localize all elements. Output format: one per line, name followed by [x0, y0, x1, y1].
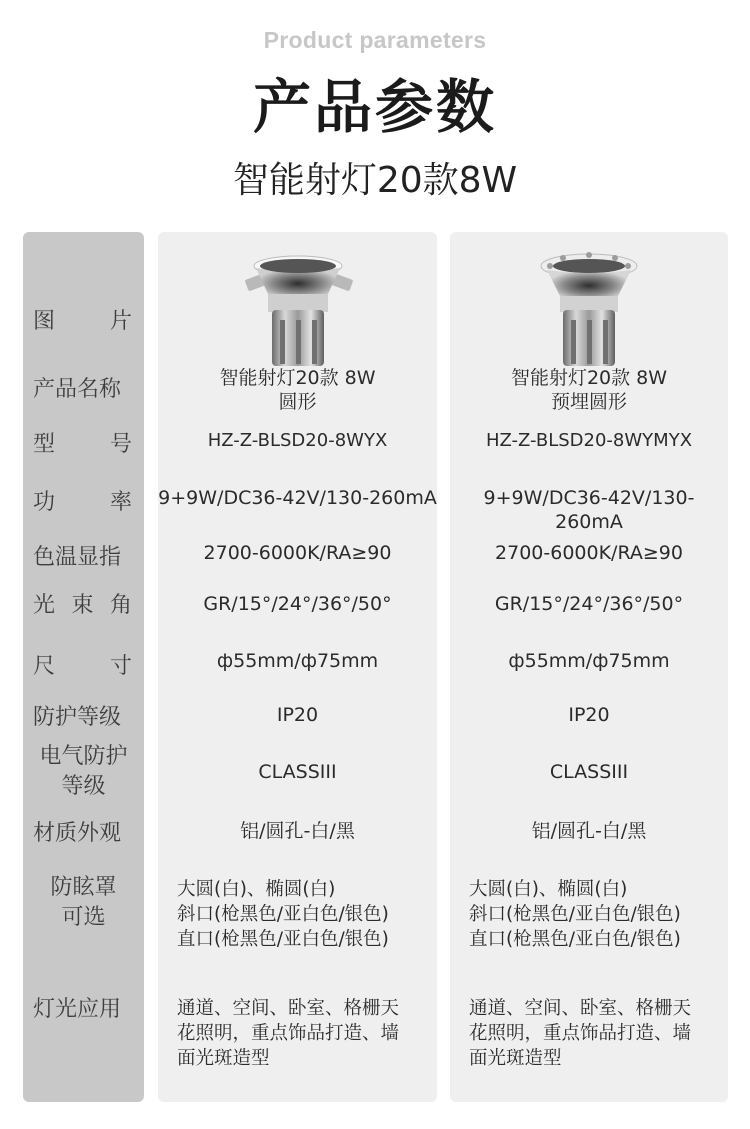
product-2-name-line-1: 智能射灯20款 8W [510, 367, 668, 389]
label-glare-line-2: 可选 [61, 905, 106, 930]
label-power-char-1: 功 [33, 490, 56, 515]
product-2-application [450, 996, 728, 1071]
label-column [23, 232, 144, 1102]
product-1-size: ф55mm/ф75mm [216, 650, 379, 672]
label-elec-line-1: 电气防护 [39, 744, 128, 769]
label-picture-char-1: 图 [33, 309, 56, 334]
label-cct: 色温显指 [33, 545, 122, 570]
product-1-electrical-class: CLASSIII [258, 761, 337, 783]
label-beam-char-3: 角 [109, 593, 132, 618]
label-beam-char-2: 束 [71, 593, 94, 618]
product-2-ip: IP20 [568, 704, 610, 726]
product-2-model: HZ-Z-BLSD20-8WYMYX [485, 430, 693, 451]
label-size [23, 649, 144, 680]
product-2-anti-glare [450, 877, 728, 952]
product-1-application [158, 996, 437, 1071]
product-1-material: 铝/圆孔-白/黑 [240, 820, 355, 842]
product-2-glare-line-1: 大圆(白)、椭圆(白) [469, 879, 628, 900]
label-material: 材质外观 [33, 821, 122, 846]
product-1-ip: IP20 [276, 704, 319, 726]
product-2-material: 铝/圆孔-白/黑 [531, 820, 647, 842]
product-2-glare-line-2: 斜口(枪黑色/亚白色/银色) [469, 904, 681, 925]
label-beam-angle [23, 588, 144, 619]
label-elec-line-2: 等级 [61, 774, 106, 799]
product-1-anti-glare [158, 877, 437, 952]
label-picture [23, 304, 144, 335]
label-size-char-2: 寸 [109, 654, 132, 679]
product-2-name [450, 366, 728, 414]
label-anti-glare [23, 873, 144, 933]
recessed-spotlight-round-icon [158, 246, 437, 376]
product-1-power: 9+9W/DC36-42V/130-260mA [158, 487, 437, 509]
english-title: Product parameters [263, 27, 487, 53]
product-1-app-line-2: 花照明，重点饰品打造、墙 [177, 1023, 400, 1044]
label-model-char-1: 型 [33, 432, 56, 457]
product-2-app-line-2: 花照明，重点饰品打造、墙 [469, 1023, 692, 1044]
page-title: 产品参数 [252, 73, 497, 141]
product-1-name [158, 366, 437, 414]
product-2-app-line-3: 面光斑造型 [469, 1048, 562, 1069]
label-size-char-1: 尺 [33, 654, 56, 679]
product-2-electrical-class: CLASSIII [549, 761, 629, 783]
label-model-char-2: 号 [109, 432, 132, 457]
product-column-1 [158, 232, 437, 1102]
product-2-name-line-2: 预埋圆形 [550, 391, 627, 413]
label-electrical-protection [23, 742, 144, 802]
product-1-glare-line-1: 大圆(白)、椭圆(白) [177, 879, 336, 900]
label-application: 灯光应用 [33, 997, 122, 1022]
product-1-glare-line-2: 斜口(枪黑色/亚白色/银色) [177, 904, 389, 925]
product-2-power: 9+9W/DC36-42V/130-260mA [483, 487, 695, 533]
product-1-app-line-3: 面光斑造型 [177, 1048, 270, 1069]
label-picture-char-2: 片 [109, 309, 132, 334]
product-2-beam-angle: GR/15°/24°/36°/50° [494, 593, 684, 615]
product-subtitle: 智能射灯20款8W [232, 160, 518, 201]
label-power [23, 485, 144, 516]
label-model [23, 427, 144, 458]
product-1-app-line-1: 通道、空间、卧室、格栅天 [177, 998, 400, 1019]
product-1-glare-line-3: 直口(枪黑色/亚白色/银色) [177, 929, 389, 950]
label-beam-char-1: 光 [33, 593, 56, 618]
product-1-name-line-1: 智能射灯20款 8W [219, 367, 376, 389]
product-1-model: HZ-Z-BLSD20-8WYX [207, 430, 388, 451]
product-1-name-line-2: 圆形 [278, 391, 317, 413]
product-2-glare-line-3: 直口(枪黑色/亚白色/银色) [469, 929, 681, 950]
product-2-app-line-1: 通道、空间、卧室、格栅天 [469, 998, 692, 1019]
label-glare-line-1: 防眩罩 [50, 875, 117, 900]
label-product-name: 产品名称 [33, 377, 122, 402]
label-power-char-2: 率 [109, 490, 132, 515]
product-1-cct: 2700-6000K/RA≥90 [203, 542, 392, 564]
product-column-2 [450, 232, 728, 1102]
label-ip-rating: 防护等级 [33, 705, 122, 730]
recessed-spotlight-trimless-icon [450, 246, 728, 376]
product-2-cct: 2700-6000K/RA≥90 [495, 542, 683, 564]
product-1-beam-angle: GR/15°/24°/36°/50° [203, 593, 392, 615]
product-2-size: ф55mm/ф75mm [508, 650, 670, 672]
